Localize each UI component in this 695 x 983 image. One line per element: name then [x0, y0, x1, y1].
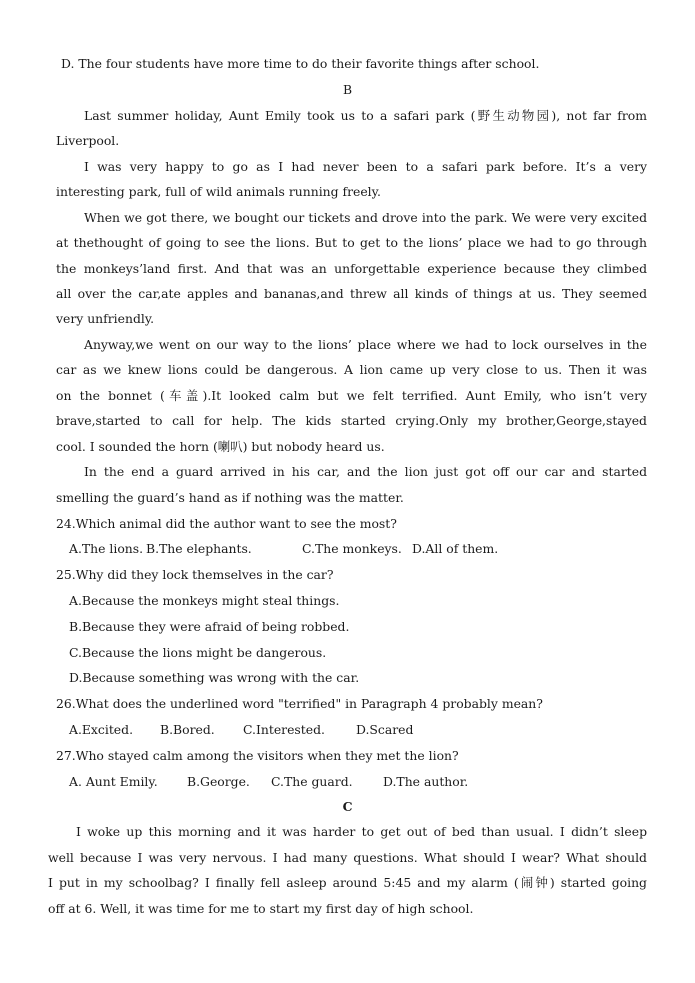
question-26: 26.What does the underlined word "terrified" in Paragraph 4 probably mean? — [56, 696, 543, 711]
b-p1-line2: Liverpool. — [56, 133, 120, 148]
b-p2-line1: I was very happy to go as I had never been to a safari park before. It’s a very — [84, 159, 647, 174]
prev-option-d: D. The four students have more time to do their favorite things after school. — [61, 56, 540, 71]
q26-option-a: A.Excited. — [69, 722, 134, 737]
q27-option-c: C.The guard. — [271, 774, 353, 789]
b-p4-line1: Anyway,we went on our way to the lions’ place where we had to lock ourselves in the — [84, 337, 647, 352]
section-c-heading: C — [342, 799, 353, 814]
b-p5-line1: In the end a guard arrived in his car, and the lion just got off our car and started — [84, 464, 647, 479]
q24-option-c: C.The monkeys. — [302, 541, 402, 556]
b-p4-line4: brave,started to call for help. The kids started crying.Only my brother,George,stayed — [56, 413, 647, 428]
q24-option-d: D.All of them. — [412, 541, 499, 556]
b-p3-line2: at thethought of going to see the lions. But to get to the lions’ place we had to go through — [56, 235, 647, 250]
q24-option-b: B.The elephants. — [146, 541, 252, 556]
q26-option-c: C.Interested. — [243, 722, 325, 737]
b-p4-line5: cool. I sounded the horn (喇叭) but nobody heard us. — [56, 439, 385, 454]
q25-option-d: D.Because something was wrong with the car. — [69, 670, 360, 685]
b-p3-line4: all over the car,ate apples and bananas,and threw all kinds of things at us. They seemed — [56, 286, 647, 301]
q27-option-a: A. Aunt Emily. — [69, 774, 158, 789]
b-p3-line5: very unfriendly. — [56, 311, 155, 326]
b-p4-line2: car as we knew lions could be dangerous. A lion came up very close to us. Then it was — [56, 362, 647, 377]
q27-option-b: B.George. — [187, 774, 250, 789]
section-b-heading: B — [342, 82, 353, 97]
b-p1-line1: Last summer holiday, Aunt Emily took us to a safari park (野生动物园), not far from — [84, 108, 647, 123]
b-p2-line2: interesting park, full of wild animals running freely. — [56, 184, 381, 199]
q27-option-d: D.The author. — [383, 774, 469, 789]
q25-option-c: C.Because the lions might be dangerous. — [69, 645, 327, 660]
q24-option-a: A.The lions. — [69, 541, 144, 556]
q26-option-b: B.Bored. — [160, 722, 215, 737]
q25-option-a: A.Because the monkeys might steal things. — [69, 593, 340, 608]
b-p4-line3: on the bonnet (车盖).It looked calm but we felt terrified. Aunt Emily, who isn’t very — [56, 388, 647, 403]
q25-option-b: B.Because they were afraid of being robbed. — [69, 619, 350, 634]
question-25: 25.Why did they lock themselves in the car? — [56, 567, 334, 582]
c-p1-line2: well because I was very nervous. I had many questions. What should I wear? What should — [48, 850, 647, 865]
question-24: 24.Which animal did the author want to see the most? — [56, 516, 397, 531]
c-p1-line4: off at 6. Well, it was time for me to start my first day of high school. — [48, 901, 474, 916]
b-p5-line2: smelling the guard’s hand as if nothing was the matter. — [56, 490, 404, 505]
c-p1-line3: I put in my schoolbag? I finally fell asleep around 5:45 and my alarm (闹钟) started going — [48, 875, 647, 890]
c-p1-line1: I woke up this morning and it was harder to get out of bed than usual. I didn’t sleep — [76, 824, 647, 839]
q26-option-d: D.Scared — [356, 722, 414, 737]
b-p3-line3: the monkeys’land first. And that was an unforgettable experience because they climbed — [56, 261, 647, 276]
question-27: 27.Who stayed calm among the visitors when they met the lion? — [56, 748, 459, 763]
b-p3-line1: When we got there, we bought our tickets and drove into the park. We were very excited — [84, 210, 647, 225]
